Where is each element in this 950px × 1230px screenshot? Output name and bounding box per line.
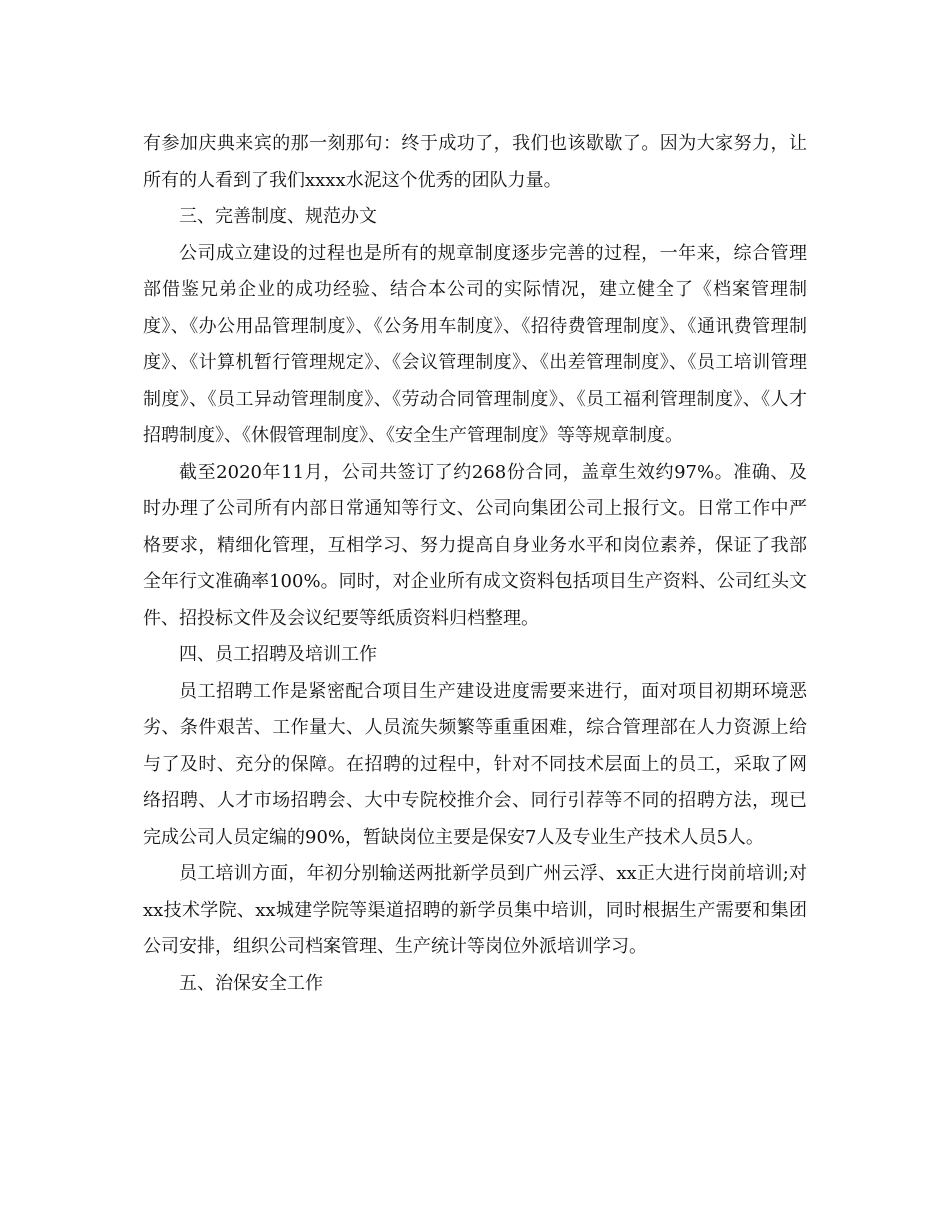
section-heading-5: 五、治保安全工作 [179, 972, 323, 994]
paragraph-3: 截至2020年11月，公司共签订了约268份合同，盖章生效约97%。准确、及时办理了公司所有内部日常通知等行文、公司向集团公司上报行文。日常工作中严格要求，精细化管理，互相学习、努力提高自身业务水平和岗位素养，保证了我部全年行文准确率100%。同时，对企业所有成文资料包括项目生产资料、公司红头文件、招投标文件及会议纪要等纸质资料归档整理。 [143, 461, 807, 629]
paragraph-5: 员工培训方面，年初分别输送两批新学员到广州云浮、xx正大进行岗前培训;对xx技术学院、xx城建学院等渠道招聘的新学员集中培训，同时根据生产需要和集团公司安排，组织公司档案管理、生产统计等岗位外派培训学习。 [143, 863, 807, 957]
document-page [143, 126, 807, 1002]
paragraph-1: 有参加庆典来宾的那一刻那句：终于成功了，我们也该歇歇了。因为大家努力，让所有的人看到了我们xxxx水泥这个优秀的团队力量。 [143, 133, 807, 191]
section-heading-3: 三、完善制度、规范办文 [179, 206, 377, 227]
paragraph-4: 员工招聘工作是紧密配合项目生产建设进度需要来进行，面对项目初期环境恶劣、条件艰苦、工作量大、人员流失频繁等重重困难，综合管理部在人力资源上给与了及时、充分的保障。在招聘的过程中，针对不同技术层面上的员工，采取了网络招聘、人才市场招聘会、大中专院校推介会、同行引荐等不同的招聘方法，现已完成公司人员定编的90%，暂缺岗位主要是保安7人及专业生产技术人员5人。 [143, 680, 807, 848]
section-heading-4: 四、员工招聘及培训工作 [179, 644, 377, 665]
paragraph-2: 公司成立建设的过程也是所有的规章制度逐步完善的过程，一年来，综合管理部借鉴兄弟企业的成功经验、结合本公司的实际情况，建立健全了《档案管理制度》、《办公用品管理制度》、《公务用车制度》、《招待费管理制度》、《通讯费管理制度》、《计算机暂行管理规定》、《会议管理制度》、《出差管理制度》、《员工培训管理制度》、《员工异动管理制度》、《劳动合同管理制度》、《员工福利管理制度》、《人才招聘制度》、《休假管理制度》、《安全生产管理制度》等等规章制度。 [143, 242, 807, 446]
